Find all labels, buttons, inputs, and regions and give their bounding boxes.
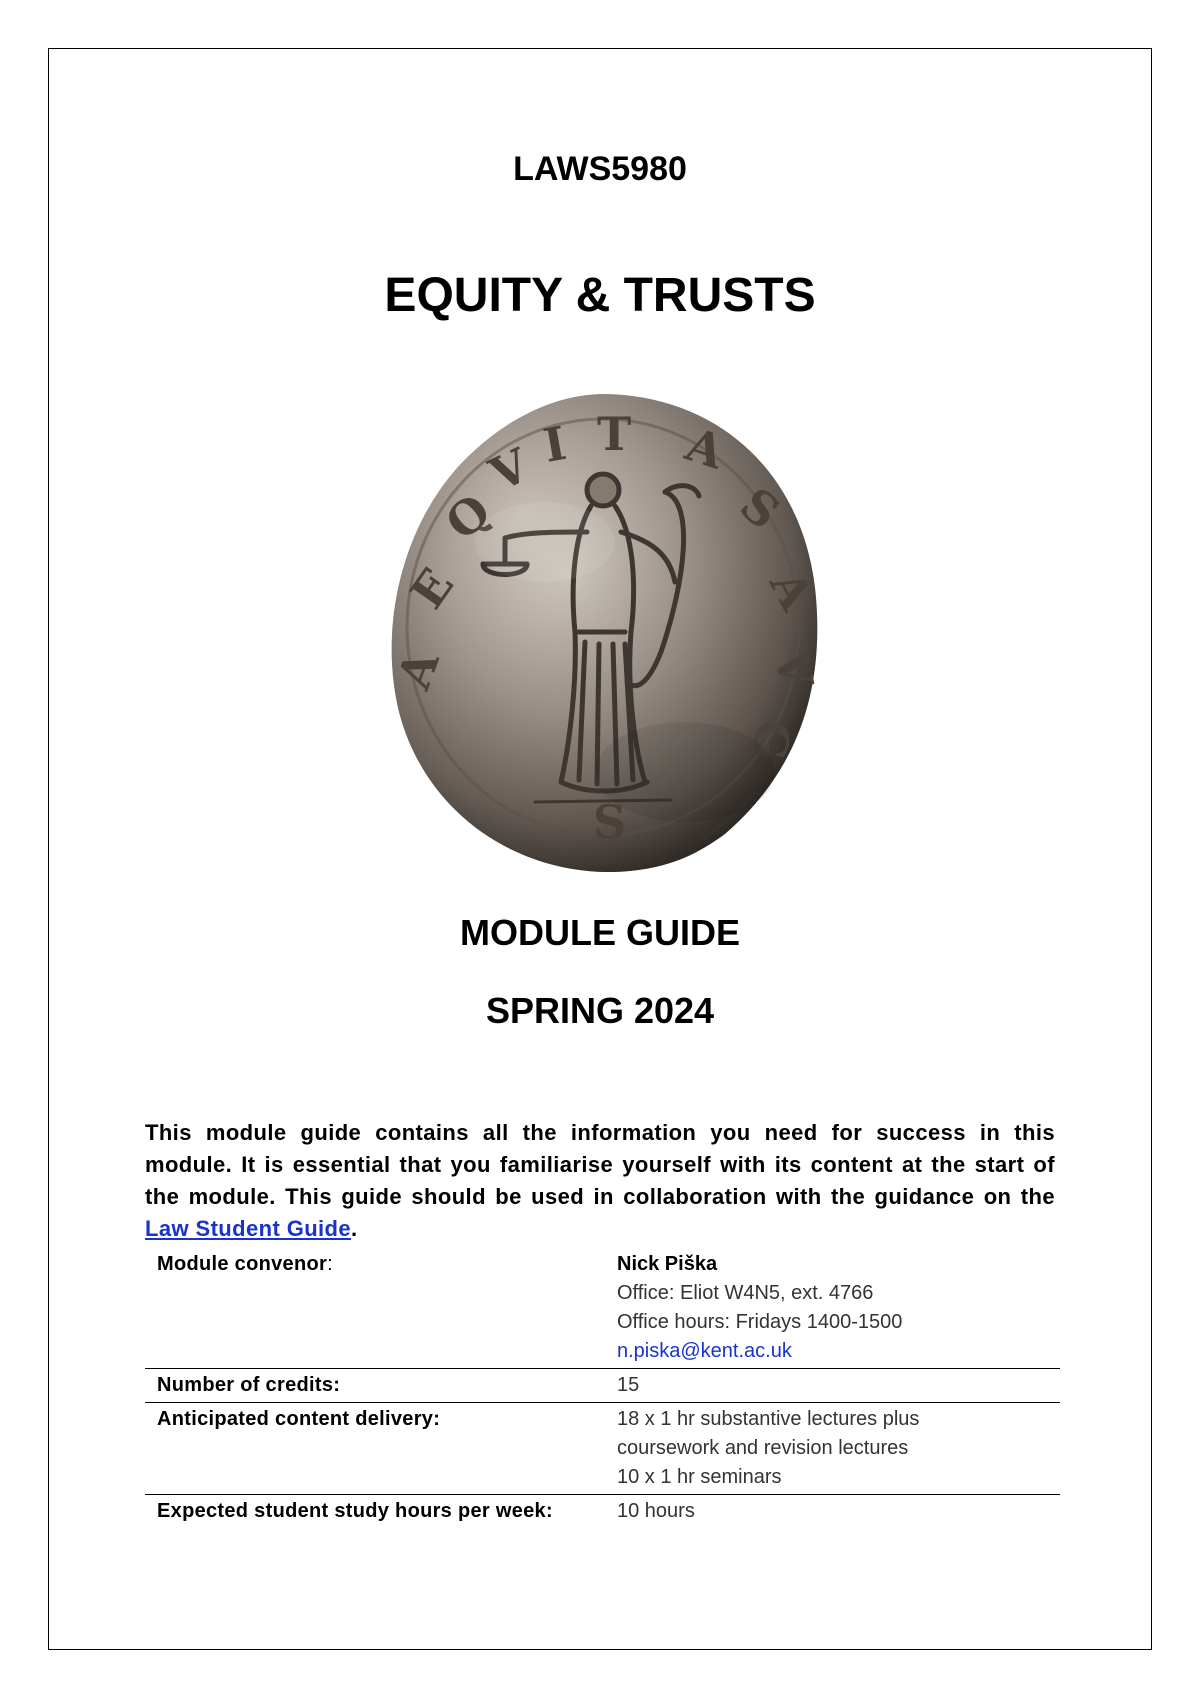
convenor-email-link[interactable]: n.piska@kent.ac.uk bbox=[617, 1340, 792, 1362]
coin-letter: A bbox=[759, 561, 824, 619]
credits-label: Number of credits: bbox=[145, 1369, 605, 1403]
study-hours-label: Expected student study hours per week: bbox=[157, 1500, 553, 1522]
table-row bbox=[145, 1495, 1060, 1529]
coin-letter: T bbox=[597, 407, 632, 461]
convenor-label: Module convenor bbox=[157, 1253, 328, 1275]
term-label: SPRING 2024 bbox=[485, 990, 715, 1031]
intro-paragraph bbox=[145, 1117, 1055, 1245]
intro-text: This module guide contains all the information you need for success in this module. It is essential that you familiarise yourself with its content at the start of the module. This guide should be used in collaboration with the guidance on the bbox=[145, 1120, 1055, 1209]
law-student-guide-link[interactable]: Law Student Guide bbox=[145, 1216, 352, 1241]
intro-text-end: . bbox=[351, 1216, 358, 1241]
delivery-line: 18 x 1 hr substantive lectures plus bbox=[617, 1408, 920, 1430]
guide-label: MODULE GUIDE bbox=[459, 912, 740, 953]
coin-letter: I bbox=[539, 415, 571, 473]
convenor-office: Office: Eliot W4N5, ext. 4766 bbox=[617, 1282, 874, 1304]
delivery-value-cell bbox=[605, 1403, 1060, 1495]
coin-exergue-letter: S bbox=[593, 795, 627, 849]
convenor-label-cell bbox=[145, 1248, 605, 1369]
study-hours-value: 10 hours bbox=[617, 1500, 695, 1522]
coin-letter: E bbox=[399, 558, 465, 619]
coin-letter: Q bbox=[435, 483, 501, 551]
table-row bbox=[145, 1403, 1060, 1495]
coin-letter: S bbox=[729, 477, 791, 540]
convenor-colon: : bbox=[327, 1253, 333, 1275]
module-code: LAWS5980 bbox=[513, 150, 687, 188]
coin-image bbox=[365, 382, 845, 882]
delivery-line: coursework and revision lectures bbox=[617, 1437, 909, 1459]
coin-letter: V bbox=[764, 646, 824, 692]
coin-letter: A bbox=[679, 417, 731, 480]
coin-letter: G bbox=[741, 716, 802, 765]
convenor-hours: Office hours: Fridays 1400-1500 bbox=[617, 1311, 903, 1333]
table-row bbox=[145, 1248, 1060, 1369]
delivery-label: Anticipated content delivery: bbox=[145, 1403, 605, 1495]
table-row bbox=[145, 1369, 1060, 1403]
delivery-line: 10 x 1 hr seminars bbox=[617, 1466, 782, 1488]
credits-value: 15 bbox=[605, 1369, 1060, 1403]
convenor-name: Nick Piška bbox=[617, 1253, 718, 1275]
module-title: EQUITY & TRUSTS bbox=[384, 269, 816, 322]
coin-letter: A bbox=[386, 643, 450, 696]
module-info-table bbox=[145, 1248, 1060, 1528]
coin-letter: V bbox=[481, 437, 538, 502]
convenor-value-cell bbox=[605, 1248, 1060, 1369]
